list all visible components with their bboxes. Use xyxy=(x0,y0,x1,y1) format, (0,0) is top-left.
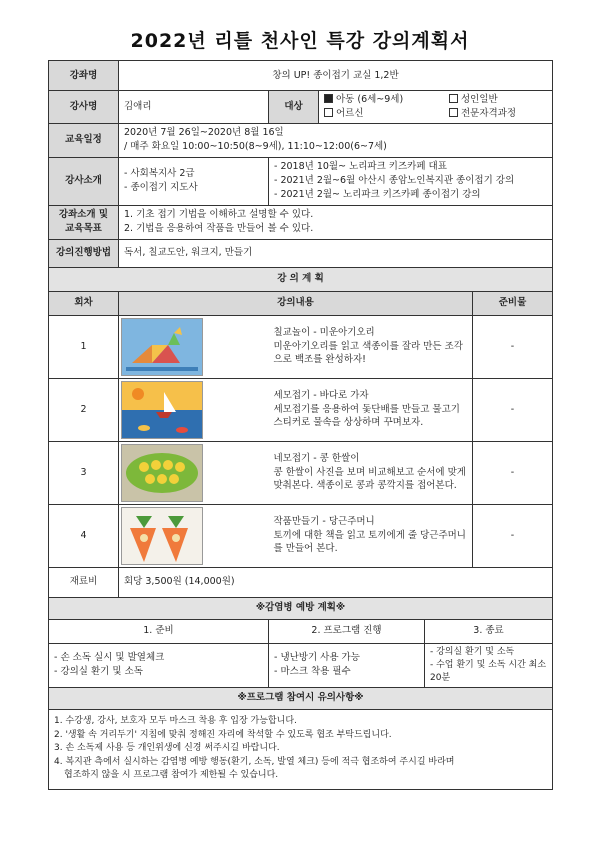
col-content: 강의내용 xyxy=(119,291,473,315)
checkbox-icon xyxy=(449,94,458,103)
schedule-dates: 2020년 7월 26일~2020년 8월 16일 xyxy=(124,127,284,139)
fee-label: 재료비 xyxy=(49,567,119,597)
carrot-pouch-image xyxy=(121,507,203,565)
target-label: 대상 xyxy=(269,91,319,124)
col-material: 준비물 xyxy=(473,291,553,315)
checkbox-icon xyxy=(324,108,333,117)
session-description: 미운아기오리를 읽고 색종이를 잘라 만든 조각으로 백조를 완성하자! xyxy=(273,340,463,366)
page-title: 2022년 리틀 천사인 특강 강의계획서 xyxy=(130,30,470,52)
target-option-senior[interactable]: 어르신 xyxy=(324,107,449,121)
tangram-swan-image xyxy=(121,318,203,376)
col-session: 회차 xyxy=(49,291,119,315)
session-title: 세모접기 - 바다로 가자 xyxy=(273,389,369,401)
notice-item: 2. '생활 속 거리두기' 지침에 맞춰 정해진 자리에 착석할 수 있도록 협조 부탁드립니다. xyxy=(54,729,392,740)
plan-row xyxy=(49,315,553,378)
sailboat-sea-image xyxy=(121,381,203,439)
goal-value: 1. 기초 접기 기법을 이해하고 설명할 수 있다. 2. 기법을 응용하여 작품을 만들어 볼 수 있다. xyxy=(119,205,553,239)
session-title: 네모접기 - 콩 한쌀이 xyxy=(273,452,360,464)
session-material: - xyxy=(473,315,553,378)
course-label: 강좌명 xyxy=(49,61,119,91)
session-title: 작품만들기 - 당근주머니 xyxy=(273,515,375,527)
intro-label: 강사소개 xyxy=(49,157,119,205)
lesson-plan-table xyxy=(48,60,553,790)
session-title: 칠교놀이 - 미운아기오리 xyxy=(273,326,375,338)
session-description: 세모접기를 응용하여 돛단배를 만들고 물고기 스티커로 물속을 상상하며 꾸며보자. xyxy=(273,403,460,429)
instructor-label: 강사명 xyxy=(49,91,119,124)
fee-value: 회당 3,500원 (14,000원) xyxy=(119,567,553,597)
prevention-col-prepare: 1. 준비 xyxy=(49,619,269,643)
session-number: 1 xyxy=(49,315,119,378)
bean-pods-image xyxy=(121,444,203,502)
notice-item: 4. 복지관 측에서 실시하는 감염병 예방 행동(환기, 소독, 발열 체크) 등에 적극 협조하여 주시길 바라며 xyxy=(54,756,455,767)
session-material: - xyxy=(473,504,553,567)
plan-header: 강 의 계 획 xyxy=(49,267,553,291)
checkbox-checked-icon xyxy=(324,94,333,103)
session-description: 토끼에 대한 책을 읽고 토끼에게 줄 당근주머니를 만들어 본다. xyxy=(273,529,466,555)
target-options xyxy=(319,91,553,124)
method-value: 독서, 칠교도안, 워크지, 만들기 xyxy=(119,239,553,267)
session-number: 4 xyxy=(49,504,119,567)
prevention-header: ※감염병 예방 계획※ xyxy=(49,597,553,619)
prevention-end-items: - 강의실 환기 및 소독 - 수업 환기 및 소독 시간 최소 20분 xyxy=(425,643,553,687)
session-number: 2 xyxy=(49,378,119,441)
schedule-label: 교육일정 xyxy=(49,123,119,157)
intro-career: - 2018년 10월~ 노리파크 키즈카페 대표 - 2021년 2월~6월 아산시 종암노인복지관 종이접기 강의 - 2021년 2월~ 노리파크 키즈카페 종이접기 강의 xyxy=(269,157,553,205)
schedule-value xyxy=(119,123,553,157)
target-option-adult[interactable]: 성인일반 xyxy=(449,93,498,107)
notice-item: 3. 손 소독제 사용 등 개인위생에 신경 써주시길 바랍니다. xyxy=(54,743,280,754)
plan-row xyxy=(49,504,553,567)
session-number: 3 xyxy=(49,441,119,504)
session-description: 콩 한쌀이 사진을 보며 비교해보고 순서에 맞게 맞춰본다. 색종이로 콩과 콩깍지를 접어본다. xyxy=(273,466,466,492)
checkbox-icon xyxy=(449,108,458,117)
intro-qualifications: - 사회복지사 2급 - 종이접기 지도사 xyxy=(119,157,269,205)
target-option-child[interactable]: 아동 (6세~9세) xyxy=(324,93,449,107)
target-option-professional[interactable]: 전문자격과정 xyxy=(449,107,516,121)
session-material: - xyxy=(473,378,553,441)
goal-label: 강좌소개 및 교육목표 xyxy=(49,205,119,239)
notice-list xyxy=(49,709,553,789)
plan-row xyxy=(49,378,553,441)
plan-row xyxy=(49,441,553,504)
prevention-prepare-items: - 손 소독 실시 및 발열체크 - 강의실 환기 및 소독 xyxy=(49,643,269,687)
notice-item: 1. 수강생, 강사, 보호자 모두 마스크 착용 후 입장 가능합니다. xyxy=(54,716,297,727)
notice-header: ※프로그램 참여시 유의사항※ xyxy=(49,687,553,709)
schedule-times: / 매주 화요일 10:00~10:50(8~9세), 11:10~12:00(6~7세) xyxy=(124,141,387,153)
prevention-progress-items: - 냉난방기 사용 가능 - 마스크 착용 필수 xyxy=(269,643,425,687)
course-name: 창의 UP! 종이접기 교실 1,2반 xyxy=(119,61,553,91)
method-label: 강의진행방법 xyxy=(49,239,119,267)
notice-item: 협조하지 않을 시 프로그램 참여가 제한될 수 있습니다. xyxy=(64,770,279,781)
session-material: - xyxy=(473,441,553,504)
prevention-col-progress: 2. 프로그램 진행 xyxy=(269,619,425,643)
instructor-name: 김애리 xyxy=(119,91,269,124)
prevention-col-end: 3. 종료 xyxy=(425,619,553,643)
